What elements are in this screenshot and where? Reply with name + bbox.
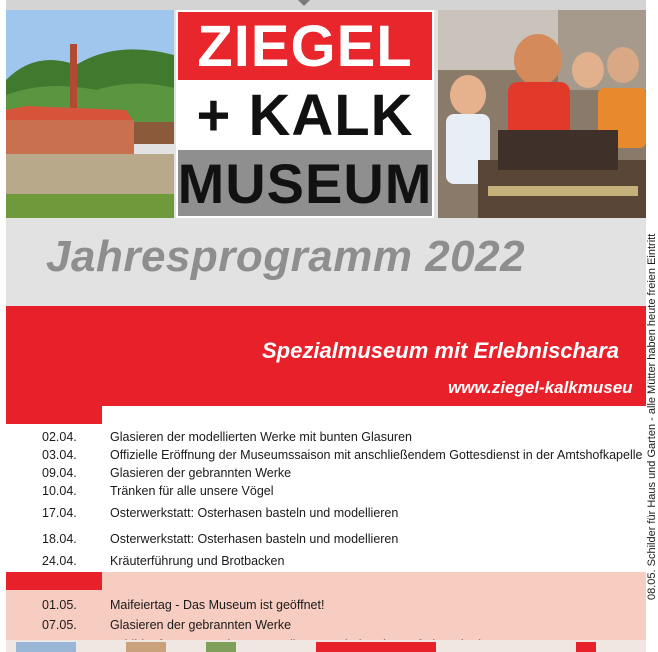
- logo-line-ziegel: ZIEGEL: [178, 12, 432, 80]
- event-date: 24.04.: [42, 554, 77, 568]
- event-date: 01.05.: [42, 598, 77, 612]
- event-row: [6, 484, 646, 502]
- event-text: Osterwerkstatt: Osterhasen basteln und modellieren: [110, 532, 399, 546]
- event-date: 07.05.: [42, 618, 77, 632]
- event-text: Offizielle Eröffnung der Museumssaison mit anschließendem Gottesdienst in der Amtshofkapelle: [110, 448, 643, 462]
- rotated-side-text: [646, 0, 658, 652]
- museum-logo: [176, 10, 434, 218]
- museum-building-photo: [6, 10, 174, 218]
- event-row: [6, 448, 646, 466]
- event-text: Tränken für alle unsere Vögel: [110, 484, 274, 498]
- event-date: 09.04.: [42, 466, 77, 480]
- event-date: 17.04.: [42, 506, 77, 520]
- april-month-tab: [6, 406, 102, 424]
- page-title: Jahresprogramm 2022: [46, 232, 526, 281]
- event-row: [6, 466, 646, 484]
- event-row: [6, 430, 646, 448]
- may-month-tab: [6, 572, 102, 590]
- event-row: [6, 598, 646, 616]
- logo-line-museum: MUSEUM: [177, 151, 433, 215]
- event-date: 02.04.: [42, 430, 77, 444]
- event-text: Kräuterführung und Brotbacken: [110, 554, 285, 568]
- next-page-preview-strip: [6, 640, 646, 652]
- event-row: [6, 506, 646, 524]
- event-row: [6, 554, 646, 572]
- event-date: 03.04.: [42, 448, 77, 462]
- event-text: Maifeiertag - Das Museum ist geöffnet!: [110, 598, 325, 612]
- top-bar: [6, 0, 646, 10]
- logo-line-kalk: + KALK: [178, 82, 432, 148]
- event-text: Glasieren der modellierten Werke mit bunten Glasuren: [110, 430, 412, 444]
- event-row: [6, 532, 646, 550]
- event-date: 18.04.: [42, 532, 77, 546]
- april-events-section: [6, 424, 646, 572]
- may-header-strip: [102, 572, 646, 590]
- event-text: Glasieren der gebrannten Werke: [110, 618, 292, 632]
- event-row: [6, 618, 646, 636]
- event-text: Glasieren der gebrannten Werke: [110, 466, 292, 480]
- event-text: Osterwerkstatt: Osterhasen basteln und modellieren: [110, 506, 399, 520]
- program-page: [6, 0, 646, 652]
- side-text: 08.05. Schilder für Haus und Garten - alle Mütter haben heute freien Eintritt: [646, 233, 658, 600]
- april-header-strip: [102, 406, 646, 424]
- scroll-arrow-icon: [298, 0, 310, 6]
- banner-subtitle: Spezialmuseum mit Erlebnischara: [262, 338, 620, 363]
- website-link[interactable]: www.ziegel-kalkmuseu: [448, 378, 633, 397]
- event-date: 10.04.: [42, 484, 77, 498]
- children-workshop-photo: [438, 10, 646, 218]
